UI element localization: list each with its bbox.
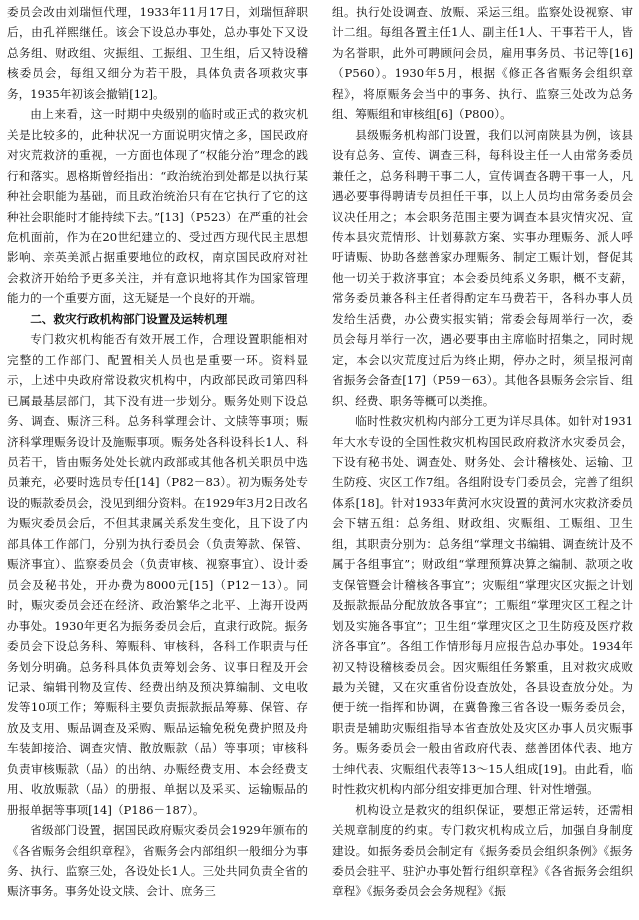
left-paragraph-4: 省级部门设置，据国民政府赈灾委员会1929年颁布的《各省赈务会组织章程》，省赈务会内部组织一般细分为事务、执行、监察三处，各设处长1人。三处共同负责全省的赈济事务。事务处设文牍、会计、庶务三: [7, 823, 308, 899]
right-paragraph-3: 临时性救灾机构内部分工更为详尽具体。如针对1931年大水专设的全国性救灾机构国民政府救济水灾委员会，下设有秘书处、调查处、财务处、会计稽核处、运输、卫生防疫、灾区工作7组。各组附设专门委员会，完善了组织体系[18]。针对1933年黄河水灾设置的黄河水灾救济委员会下辖五组：总务组、财政组、灾赈组、工赈组、卫生组，其职责分别为：总务组“掌理文书编辑、调查统计及不属于各组事宜”；财政组“掌理预算决算之编制、款项之收支保管暨会计稽核各事宜”；灾赈组“掌理灾区灾振之计划及振款振品分配放放各事宜”；工赈组“掌理灾区工程之计划及实施各事宜”；卫生组“掌理灾区之卫生防疫及医疗救济各事宜”。各组工作情形每月应报告总办事处。1934年初又特设稽核委员会。因灾赈组任务繁重，且对救灾成败最为关键，又在灾重省份设查放处，各县设查放分处。为便于统一指挥和协调，在冀鲁豫三省各设一赈务委员会，职责是辅助灾赈组指导本省查放处及灾区办事人员灾赈事务。赈务委员会一般由省政府代表、慈善团体代表、地方士绅代表、灾赈组代表等13～15人组成[19]。由此看，临时性救灾机构内部分组安排更加合理、针对性增强。: [332, 414, 633, 797]
right-paragraph-1: 组。执行处设调查、放赈、采运三组。监察处设视察、审计二组。每组各置主任1人、副主任1人、干事若干人，皆为名誉职，此外可聘顾问会员，雇用事务员、书记等[16]（P560）。1930年5月，根据《修正各省赈务会组织章程》，将原赈务会当中的事务、执行、监察三处改为总务组、筹赈组和审核组[6]（P800）。: [332, 5, 633, 122]
right-column: [332, 2, 633, 920]
left-paragraph-2: 由上来看，这一时期中央级别的临时或正式的救灾机关是比较多的，此种状况一方面说明灾情之多，国民政府对灾荒救济的重视，一方面也体现了“权能分治”理念的践行和落实。恩格斯曾经指出：“政治统治到处都是以执行某种社会职能为基础，而且政治统治只有在它执行了它的这种社会职能时才能持续下去。”[13]（P523）在严重的社会危机面前，作为在20世纪建立的、受过西方现代民主思想影响、亲英美派占据重要地位的政权，南京国民政府对社会救济开始给予更多关注，并有意识地将其作为国家管理能力的一个重要方面，这无疑是一个良好的开端。: [7, 107, 308, 306]
right-paragraph-2: 县级赈务机构部门设置，我们以河南陕县为例，该县设有总务、宣传、调查三科，每科设主任一人由常务委员兼任之，总务科聘干事二人，宣传调查各聘干事一人，凡遇必要事得聘请专员担任干事，以上人员均由常务委员会议决任用之；本会职务范围主要为调查本县灾情灾况、宣传本县灾荒情形、计划募款方案、实事办理赈务、派人呼吁请赈、协助各慈善家办理赈务、制定工赈计划，督促其他一切关于救济事宜；本会委员纯系义务职，概不支薪，常务委员兼各科主任者得酌定车马费若干，各科办事人员发给生活费，办公费实报实销；常委会每周举行一次，委员会每月举行一次，遇必要事由主席临时招集之，同时规定，本会以灾荒度过后为终止期，停办之时，须呈报河南省振务会备查[17]（P59－63）。其他各县赈务会宗旨、组织、经费、职务等概可以类推。: [332, 127, 633, 408]
section-heading: 二、救灾行政机构部门设置及运转机理: [30, 311, 228, 326]
left-paragraph-1: 委员会改由刘瑞恒代理，1933年11月17日，刘瑞恒辞职后，由孔祥熙继任。该会下设总办事处，总办事处下又设总务组、财政组、灾振组、工振组、卫生组，后又特设稽核委员会，每组又细分为若干股，具体负责各项救灾事务，1935年初该会撤销[12]。: [7, 5, 308, 101]
right-paragraph-4: 机构设立是救灾的组织保证，要想正常运转，还需相关规章制度的约束。专门救灾机构成立后，加强自身制度建设。如振务委员会制定有《振务委员会组织条例》《振务委员会驻平、驻沪办事处暂行组织章程》《各省振务会组织章程》《振务委员会会务规程》《振: [332, 802, 633, 899]
left-column: [7, 2, 308, 920]
left-paragraph-3: 专门救灾机构能否有效开展工作，合理设置职能相对完整的工作部门、配置相关人员也是重要一环。资料显示，上述中央政府常设救灾机构中，内政部民政司第四科已属最基层部门，其下没有进一步划分。赈务处则下设总务、调查、赈济三科。总务科掌理会计、文牍等事项；赈济科掌理赈务设计及施赈事项。赈务处各科设科长1人、科员若干，皆由赈务处处长就内政部或其他各机关职员中选员兼充，必要时选员专任[14]（P82－83）。初为赈务处专设的赈款委员会，没见到细分资料。在1929年3月2日改名为赈灾委员会后，不但其隶属关系发生变化，且下设了内部具体工作部门，分别为执行委员会（负责筹款、保管、赈济事宜）、监察委员会（负责审核、视察事宜）、设计委员会及秘书处，开办费为8000元[15]（P12－13）。同时，赈灾委员会还在经济、政治繁华之北平、上海开设两办事处。1930年更名为振务委员会后，直隶行政院。振务委员会下设总务科、筹赈科、审核科，各科工作职责与任务划分明确。总务科具体负责筹划会务、议事日程及开会记录、编辑刊物及宣传、经费出纳及预决算编制、文电收发等10项工作；筹赈科主要负责振款振品筹募、保管、存放及支用、赈品调查及采购、赈品运输免税免费护照及舟车装卸接洽、调查灾情、散放赈款（品）等事项；审核科负责审核赈款（品）的出纳、办赈经费支用、本会经费支用、收放赈款（品）的册报、单据以及采买、运输赈品的册报单据等事项[14]（P186－187）。: [7, 332, 308, 817]
